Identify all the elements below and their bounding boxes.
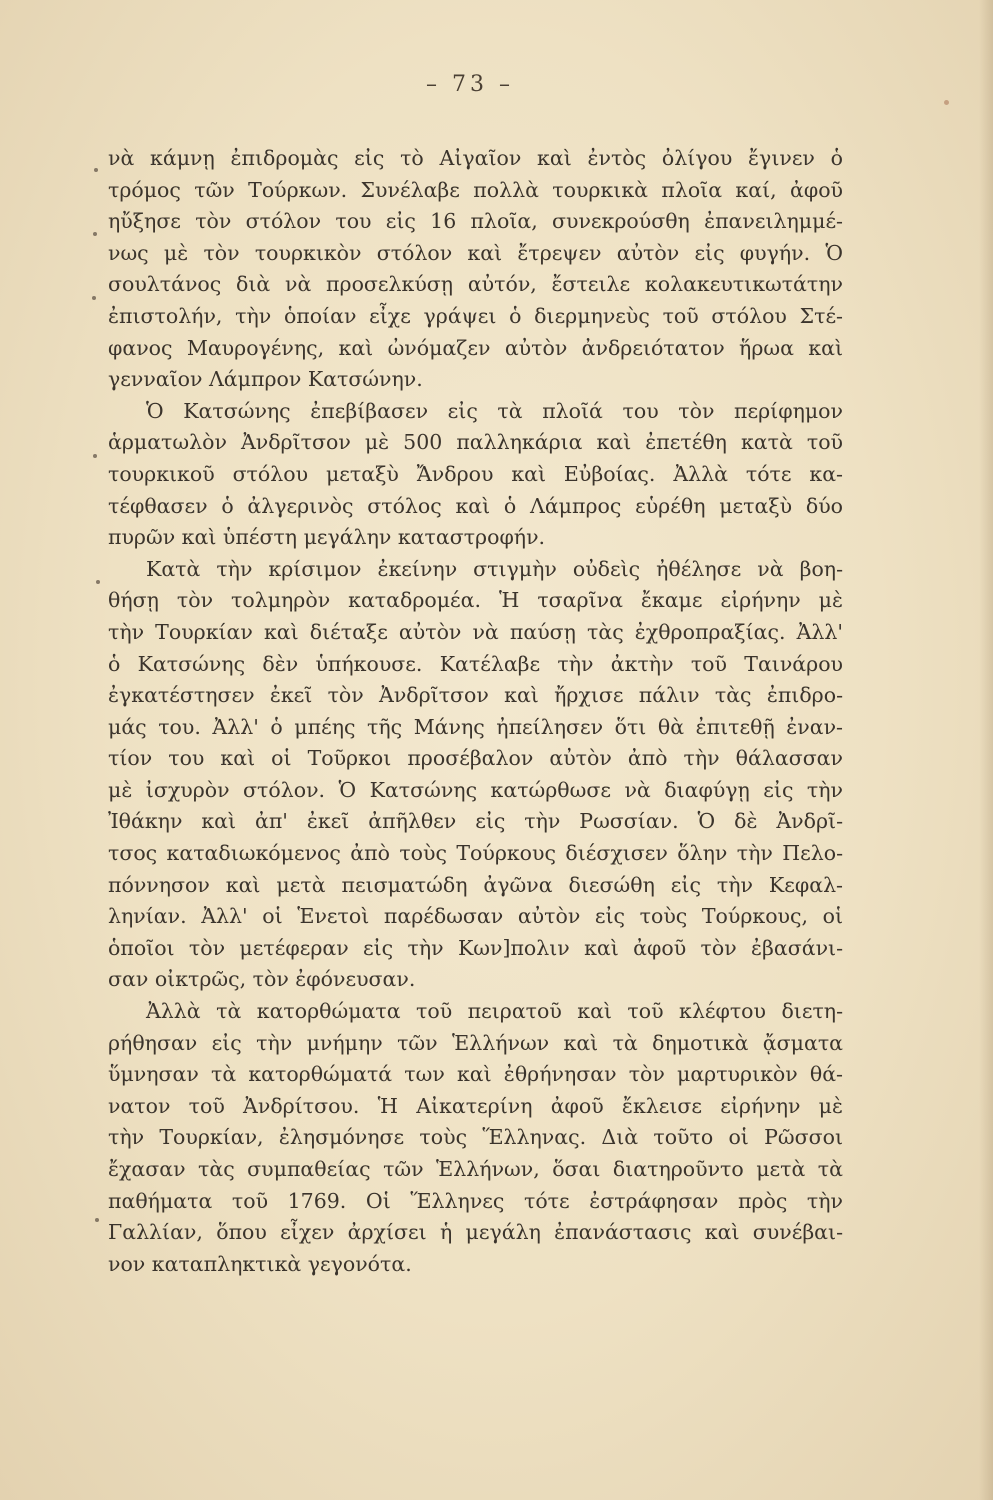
text-line: ἔχασαν τὰς συμπαθείας τῶν Ἑλλήνων, ὅσαι διατηροῦντο μετὰ τὰ [108, 1157, 843, 1181]
text-line: τίον του καὶ οἱ Τοῦρκοι προσέβαλον αὐτὸν ἀπὸ τὴν θάλασσαν [108, 746, 843, 771]
text-line: σουλτάνος διὰ νὰ προσελκύσῃ αὐτόν, ἔστειλε κολακευτικωτάτην [108, 272, 843, 297]
text-line: Ἰθάκην καὶ ἀπ' ἐκεῖ ἀπῆλθεν εἰς τὴν Ρωσσίαν. Ὁ δὲ Ἀνδρῖ- [108, 809, 843, 834]
text-line: μάς του. Ἀλλ' ὁ μπέης τῆς Μάνης ἠπείλησεν ὅτι θὰ ἐπιτεθῇ ἐναν- [108, 714, 843, 739]
text-line: νως μὲ τὸν τουρκικὸν στόλον καὶ ἔτρεψεν αὐτὸν εἰς φυγήν. Ὁ [108, 240, 843, 265]
text-line: ρήθησαν εἰς τὴν μνήμην τῶν Ἑλλήνων καὶ τὰ δημοτικὰ ᾄσματα [108, 1030, 843, 1055]
text-line: Ἀλλὰ τὰ κατορθώματα τοῦ πειρατοῦ καὶ τοῦ κλέφτου διετη- [146, 999, 843, 1024]
text-line: ἁρματωλὸν Ἀνδρῖτσον μὲ 500 παλληκάρια καὶ ἐπετέθη κατὰ τοῦ [108, 430, 843, 455]
text-line: τσος καταδιωκόμενος ἀπὸ τοὺς Τούρκους διέσχισεν ὅλην τὴν Πελο- [108, 841, 843, 866]
paragraph-4 [108, 996, 843, 1280]
page-number: – 73 – [426, 72, 514, 97]
text-line: τὴν Τουρκίαν καὶ διέταξε αὐτὸν νὰ παύσῃ τὰς ἐχθροπραξίας. Ἀλλ' [108, 619, 843, 644]
text-line: παθήματα τοῦ 1769. Οἱ Ἕλληνες τότε ἐστράφησαν πρὸς τὴν [108, 1188, 843, 1213]
foxing-spot [944, 100, 949, 105]
text-line: νον καταπληκτικὰ γεγονότα. [108, 1251, 412, 1276]
text-line: ὕμνησαν τὰ κατορθώματά των καὶ ἐθρήνησαν τὸν μαρτυρικὸν θά- [108, 1062, 843, 1087]
page-edge-shadow [979, 0, 993, 1500]
margin-mark [94, 168, 98, 172]
text-line: ἐπιστολήν, τὴν ὁποίαν εἶχε γράψει ὁ διερμηνεὺς τοῦ στόλου Στέ- [108, 303, 843, 328]
body-text [108, 143, 843, 1280]
text-line: ληνίαν. Ἀλλ' οἱ Ἑνετοὶ παρέδωσαν αὐτὸν εἰς τοὺς Τούρκους, οἱ [108, 904, 843, 929]
text-line: τὴν Τουρκίαν, ἐλησμόνησε τοὺς Ἕλληνας. Διὰ τοῦτο οἱ Ρῶσσοι [108, 1125, 843, 1150]
text-line: ὁ Κατσώνης δὲν ὑπήκουσε. Κατέλαβε τὴν ἀκτὴν τοῦ Ταινάρου [108, 651, 843, 676]
margin-mark [95, 1218, 99, 1222]
paragraph-3 [108, 554, 843, 996]
text-line: ηὔξησε τὸν στόλον του εἰς 16 πλοῖα, συνεκρούσθη ἐπανειλημμέ- [108, 209, 843, 234]
text-line: Ὁ Κατσώνης ἐπεβίβασεν εἰς τὰ πλοῖά του τὸν περίφημον [146, 398, 843, 423]
text-line: νὰ κάμνῃ ἐπιδρομὰς εἰς τὸ Αἰγαῖον καὶ ἐντὸς ὀλίγου ἔγινεν ὁ [108, 146, 843, 170]
text-line: μὲ ἰσχυρὸν στόλον. Ὁ Κατσώνης κατώρθωσε νὰ διαφύγῃ εἰς τὴν [108, 777, 843, 802]
text-line: τουρκικοῦ στόλου μεταξὺ Ἄνδρου καὶ Εὐβοίας. Ἀλλὰ τότε κα- [108, 461, 843, 486]
text-line: Κατὰ τὴν κρίσιμον ἐκείνην στιγμὴν οὐδεὶς ἠθέλησε νὰ βοη- [146, 556, 843, 581]
text-line: θήσῃ τὸν τολμηρὸν καταδρομέα. Ἡ τσαρῖνα ἔκαμε εἰρήνην μὲ [108, 588, 843, 613]
margin-mark [93, 232, 97, 236]
text-line: τέφθασεν ὁ ἀλγερινὸς στόλος καὶ ὁ Λάμπρος εὑρέθη μεταξὺ δύο [108, 493, 843, 518]
text-line: ἐγκατέστησεν ἐκεῖ τὸν Ἀνδρῖτσον καὶ ἤρχισε πάλιν τὰς ἐπιδρο- [108, 683, 843, 708]
margin-mark [92, 296, 96, 300]
text-line: νατον τοῦ Ἀνδρίτσου. Ἡ Αἰκατερίνη ἀφοῦ ἔκλεισε εἰρήνην μὲ [108, 1093, 843, 1118]
paragraph-2 [108, 396, 843, 554]
text-line: ὁποῖοι τὸν μετέφεραν εἰς τὴν Κων]πολιν καὶ ἀφοῦ τὸν ἐβασάνι- [108, 935, 843, 960]
text-line: Γαλλίαν, ὅπου εἶχεν ἀρχίσει ἡ μεγάλη ἐπανάστασις καὶ συνέβαι- [108, 1220, 843, 1245]
margin-mark [96, 580, 100, 584]
text-line: γενναῖον Λάμπρον Κατσώνην. [108, 367, 423, 392]
text-line: τρόμος τῶν Τούρκων. Συνέλαβε πολλὰ τουρκικὰ πλοῖα καί, ἀφοῦ [108, 177, 843, 202]
paragraph-1 [108, 143, 843, 396]
text-line: φανος Μαυρογένης, καὶ ὠνόμαζεν αὐτὸν ἀνδρειότατον ἥρωα καὶ [108, 335, 843, 360]
text-line: πυρῶν καὶ ὑπέστη μεγάλην καταστροφήν. [108, 525, 546, 550]
margin-mark [93, 454, 97, 458]
text-line: πόννησον καὶ μετὰ πεισματώδη ἀγῶνα διεσώθη εἰς τὴν Κεφαλ- [108, 872, 843, 897]
text-line: σαν οἰκτρῶς, τὸν ἐφόνευσαν. [108, 967, 416, 992]
